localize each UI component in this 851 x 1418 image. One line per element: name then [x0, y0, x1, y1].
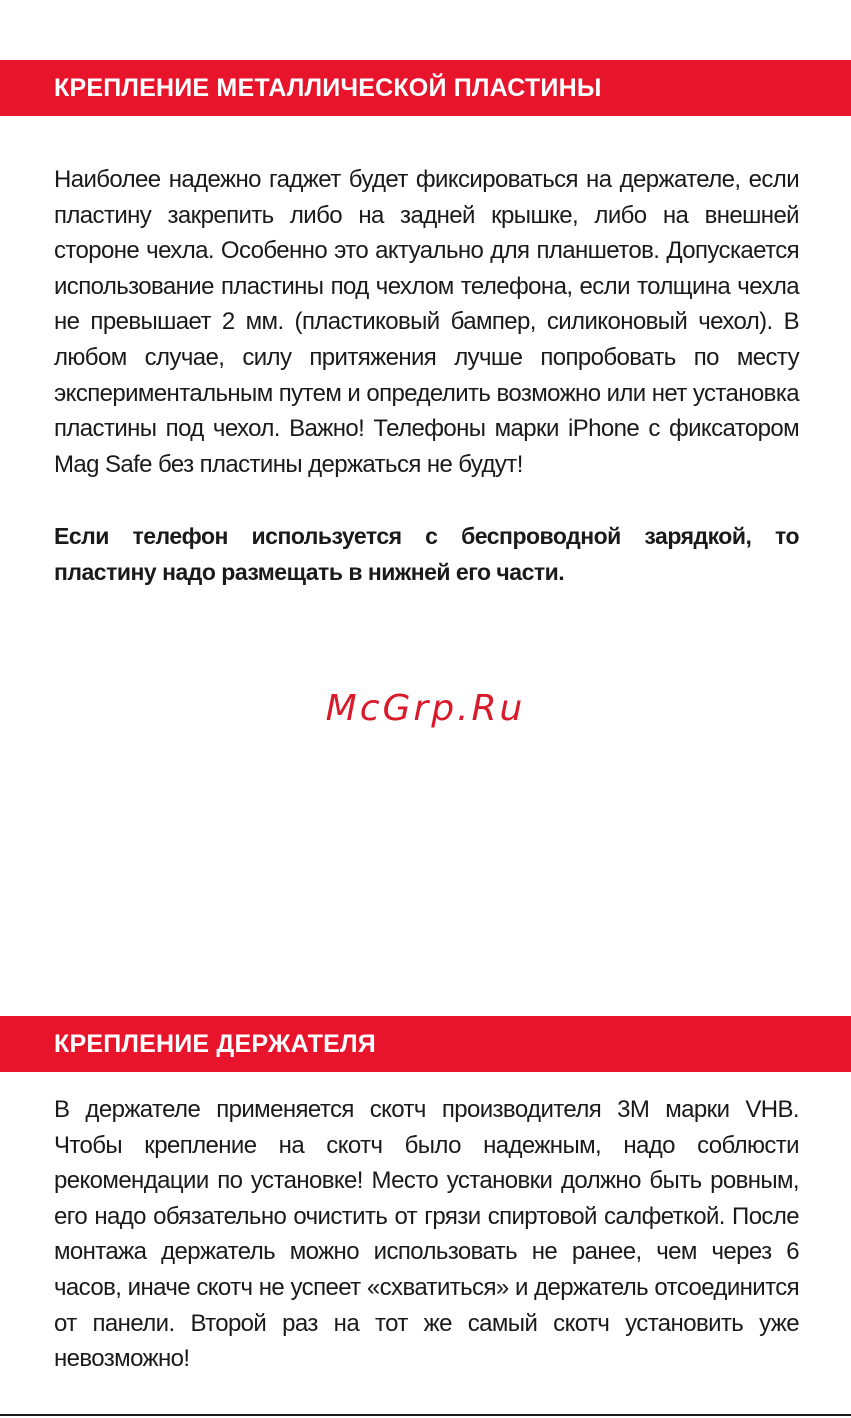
- wireless-charging-note: Если телефон используется с беспроводной зарядкой, то пластину надо размещать в нижней его части.: [54, 523, 799, 585]
- watermark: McGrp.Ru: [325, 688, 526, 729]
- section-title-plate: КРЕПЛЕНИЕ МЕТАЛЛИЧЕСКОЙ ПЛАСТИНЫ: [54, 73, 602, 102]
- section-title-holder: КРЕПЛЕНИЕ ДЕРЖАТЕЛЯ: [54, 1029, 376, 1058]
- section-header-plate: [0, 60, 851, 116]
- bottom-divider: [0, 1414, 851, 1416]
- section-header-holder: [0, 1016, 851, 1072]
- holder-instructions-text: В держателе применяется скотч производителя 3М марки VHB. Чтобы крепление на скотч было надежным, надо соблюсти рекомендации по установке! Место установки должно быть ровным, его надо обязательно очистить от грязи спиртовой салфеткой. После монтажа держатель можно использовать не ранее, чем через 6 часов, иначе скотч не успеет «схватиться» и держатель отсоединится от панели. Второй раз на тот же самый скотч установить уже невозможно!: [54, 1096, 799, 1373]
- plate-instructions-text: Наиболее надежно гаджет будет фиксироваться на держателе, если пластину закрепить либо на задней крышке, либо на внешней стороне чехла. Особенно это актуально для планшетов. Допускается использование пластины под чехлом телефона, если толщина чехла не превышает 2 мм. (пластиковый бампер, силиконовый чехол). В любом случае, силу притяжения лучше попробовать по месту экспериментальным путем и определить возможно или нет установка пластины под чехол. Важно! Телефоны марки iPhone с фиксатором Mag Safe без пластины держаться не будут!: [54, 166, 799, 478]
